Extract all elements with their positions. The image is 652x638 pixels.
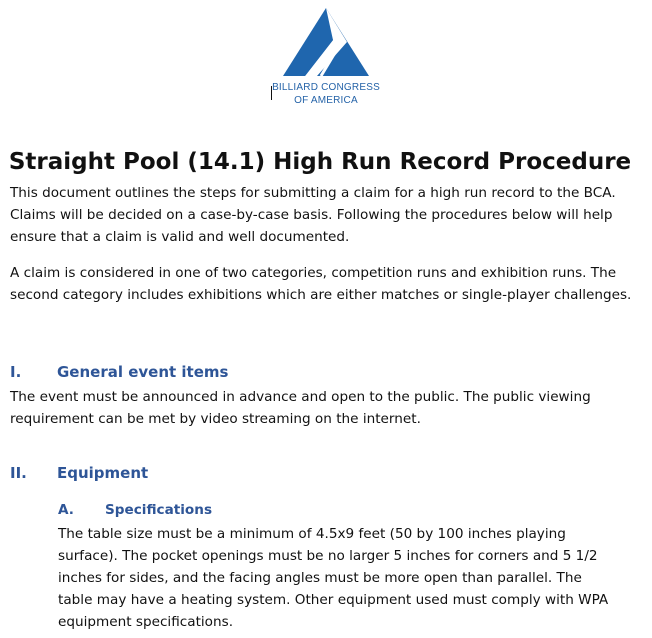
section-number: I. [10,363,22,381]
section-title: General event items [57,363,229,381]
section-heading-equipment [10,464,148,482]
section-number: II. [10,464,27,482]
categories-paragraph: A claim is considered in one of two categories, competition runs and exhibition runs. The second category includes exhibitions which are either matches or single-player challenges. [10,265,632,303]
document-title: Straight Pool (14.1) High Run Record Procedure [8,149,632,176]
logo-text-line2: OF AMERICA [294,95,358,106]
intro-paragraph: This document outlines the steps for submitting a claim for a high run record to the BCA. Claims will be decided on a case-by-case basis. Following the procedures below will help ensure that a claim is valid and well documented. [10,185,616,245]
subsection-number: A. [58,502,74,518]
bca-logo [0,6,652,116]
subsection-heading-specifications [58,502,212,518]
section-heading-general [10,363,228,381]
bca-triangle-logo-icon [281,6,371,78]
general-event-paragraph: The event must be announced in advance and open to the public. The public viewing requirement can be met by video streaming on the internet. [10,389,591,427]
specifications-paragraph: The table size must be a minimum of 4.5x9 feet (50 by 100 inches playing surface). The pocket openings must be no larger 5 inches for corners and 5 1/2 inches for sides, and the facing angles must be more open than parallel. The table may have a heating system. Other equipment used must comply with WPA equipment specifications. [58,526,609,630]
subsection-title: Specifications [105,502,213,518]
text-cursor [271,86,272,100]
logo-text-line1: BILLIARD CONGRESS [272,82,380,93]
section-title: Equipment [57,464,149,482]
